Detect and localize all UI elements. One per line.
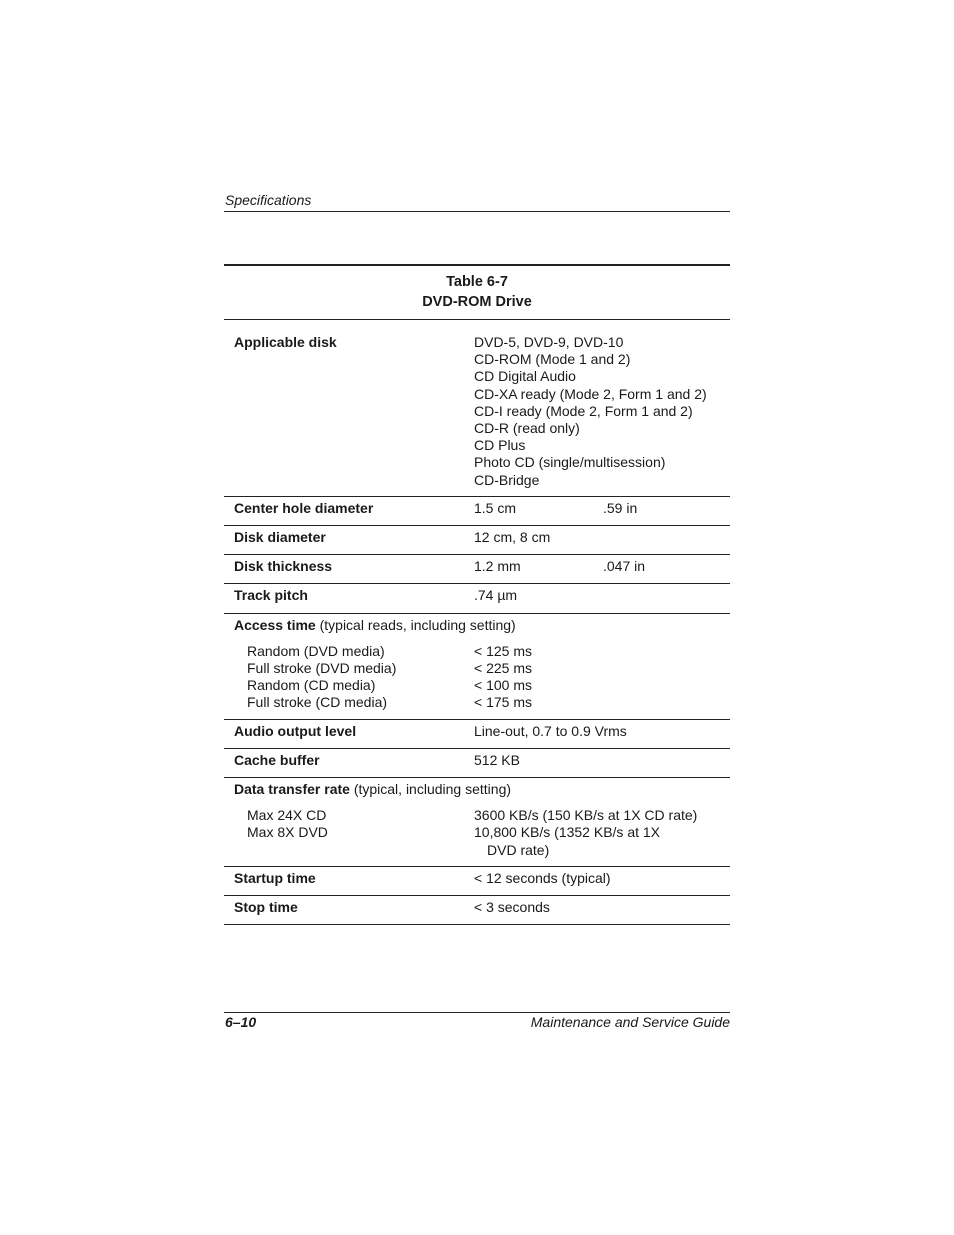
page-number: 6–10 (225, 1014, 257, 1030)
row-value: 12 cm, 8 cm (474, 529, 551, 546)
document-page (224, 0, 730, 1235)
row-label: Center hole diameter (234, 499, 374, 516)
list-item: CD-I ready (Mode 2, Form 1 and 2) (474, 402, 693, 419)
row-value: .74 µm (474, 587, 518, 604)
sub-item-name: Random (DVD media) (247, 642, 385, 659)
sub-item-value: < 125 ms (474, 642, 532, 659)
row-label: Access time (234, 616, 316, 633)
table-row (224, 555, 730, 584)
sub-item-name: Random (CD media) (247, 677, 376, 694)
row-label-note: (typical, including setting) (349, 781, 512, 798)
sub-item-name: Max 8X DVD (247, 824, 328, 841)
table-top-rule (224, 264, 730, 266)
list-item: CD-Bridge (474, 471, 540, 488)
footer-rule (224, 1012, 730, 1013)
sub-item-value: < 225 ms (474, 660, 532, 677)
row-label: Audio output level (234, 722, 357, 739)
sub-item-value: 3600 KB/s (150 KB/s at 1X CD rate) (474, 807, 698, 824)
sub-item-value: 10,800 KB/s (1352 KB/s at 1X (474, 824, 661, 841)
header-rule (224, 211, 730, 212)
table-row (224, 497, 730, 526)
imperial-value: .59 in (603, 499, 638, 516)
table-row (224, 778, 730, 867)
row-label: Track pitch (234, 587, 308, 604)
sub-item-value: < 100 ms (474, 677, 532, 694)
guide-title: Maintenance and Service Guide (530, 1014, 730, 1030)
row-label-note: (typical reads, including setting) (315, 616, 516, 633)
row-label-group (224, 617, 516, 634)
imperial-value: .047 in (603, 558, 646, 575)
row-label: Data transfer rate (234, 781, 350, 798)
table-row (224, 896, 730, 925)
list-item: DVD-5, DVD-9, DVD-10 (474, 334, 624, 350)
table-number: Table 6-7 (446, 274, 508, 290)
applicable-disk-list (474, 334, 730, 489)
list-item: Photo CD (single/multisession) (474, 454, 666, 471)
metric-value: 1.5 cm (474, 499, 517, 516)
list-item: CD-XA ready (Mode 2, Form 1 and 2) (474, 385, 707, 402)
table-title: DVD-ROM Drive (422, 294, 532, 310)
row-label: Disk diameter (234, 529, 326, 546)
row-value: Line-out, 0.7 to 0.9 Vrms (474, 722, 627, 739)
row-value: < 3 seconds (474, 899, 550, 916)
metric-value: 1.2 mm (474, 558, 521, 575)
table-row (224, 867, 730, 896)
table-row (224, 584, 730, 613)
table-row (224, 526, 730, 555)
sub-item (224, 694, 730, 711)
sub-item (224, 807, 730, 824)
row-value: 512 KB (474, 751, 520, 768)
row-label-group (224, 781, 511, 798)
table-row (224, 749, 730, 778)
list-item: CD-ROM (Mode 1 and 2) (474, 351, 631, 368)
sub-item (224, 824, 730, 858)
sub-item (224, 660, 730, 677)
row-label: Cache buffer (234, 751, 320, 768)
list-item: CD Digital Audio (474, 368, 576, 385)
table-row (224, 320, 730, 497)
row-label: Stop time (234, 899, 298, 916)
row-value: < 12 seconds (typical) (474, 869, 611, 886)
sub-item-value: < 175 ms (474, 694, 532, 711)
list-item: CD Plus (474, 437, 526, 454)
table-row (224, 720, 730, 749)
sub-item (224, 643, 730, 660)
table-row (224, 614, 730, 720)
sub-item (224, 677, 730, 694)
spec-table (224, 319, 730, 925)
row-label: Disk thickness (234, 558, 333, 575)
section-header: Specifications (225, 192, 312, 208)
sub-item-name: Max 24X CD (247, 807, 327, 824)
sub-item-name: Full stroke (DVD media) (247, 660, 397, 677)
sub-item-name: Full stroke (CD media) (247, 694, 388, 711)
row-label: Applicable disk (234, 334, 337, 350)
sub-item-value-continuation: DVD rate) (487, 841, 550, 858)
sub-item-value-group (474, 824, 730, 858)
row-label: Startup time (234, 869, 316, 886)
table-caption (224, 272, 730, 312)
list-item: CD-R (read only) (474, 420, 580, 437)
